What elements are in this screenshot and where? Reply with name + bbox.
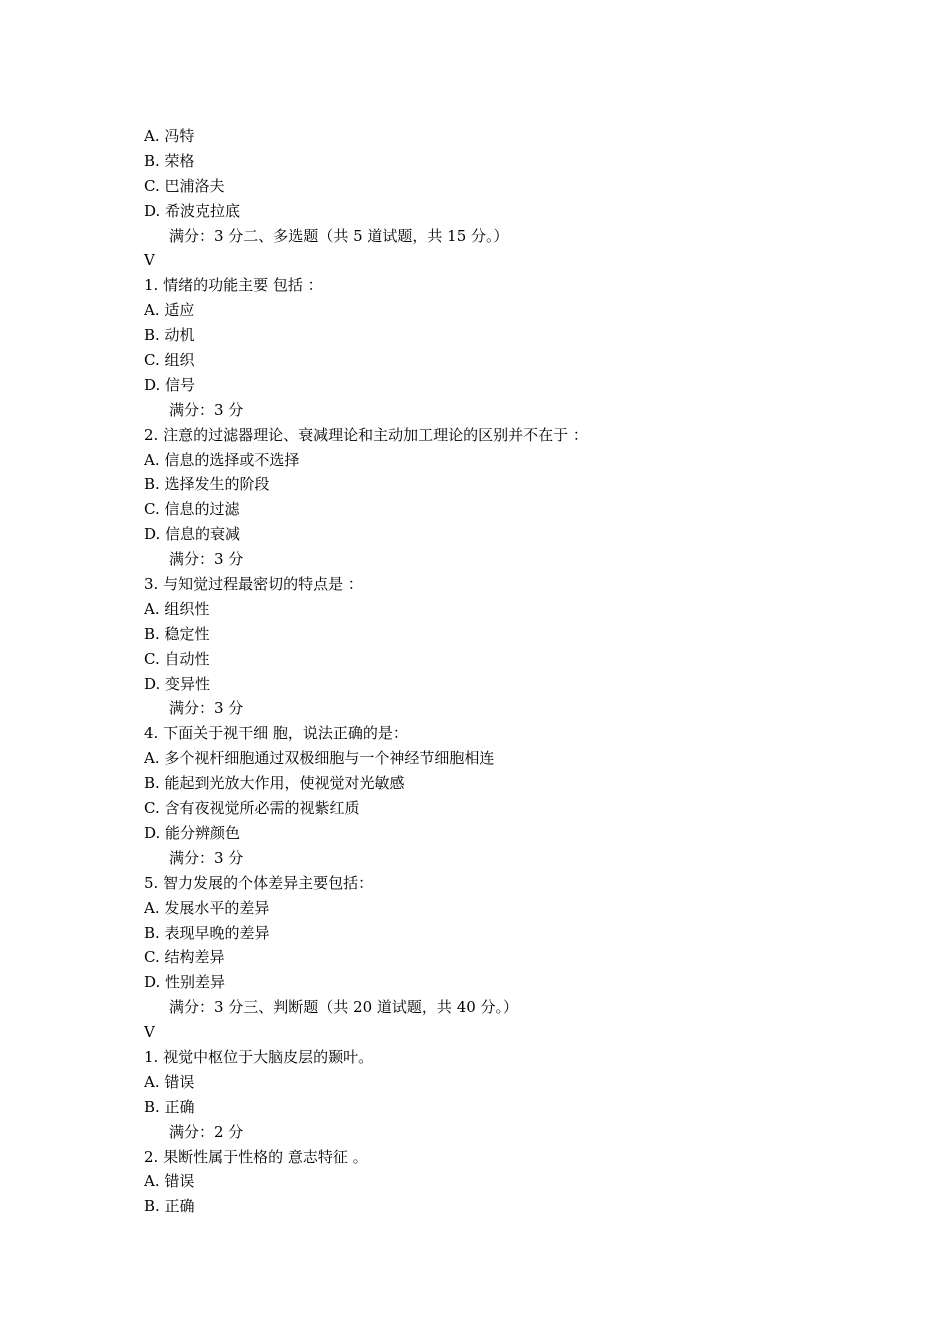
answer-option: B. 动机 xyxy=(144,326,195,345)
answer-option: C. 组织 xyxy=(144,351,195,370)
answer-option: A. 发展水平的差异 xyxy=(144,898,270,917)
answer-option: B. 荣格 xyxy=(144,151,195,170)
answer-option: B. 正确 xyxy=(144,1097,195,1116)
answer-option: D. 性别差异 xyxy=(144,973,226,992)
question-text: 3. 与知觉过程最密切的特点是 ： xyxy=(144,575,363,594)
document-body xyxy=(144,124,844,1219)
question-text: 1. 情绪的功能主要 包括 ： xyxy=(144,276,323,295)
score-line: 满分：3 分二、多选题（共 5 道试题，共 15 分。） xyxy=(169,226,509,245)
question-text: 1. 视觉中枢位于大脑皮层的颞叶。 xyxy=(144,1047,374,1066)
score-line: 满分：3 分 xyxy=(169,550,244,569)
answer-option: B. 选择发生的阶段 xyxy=(144,475,270,494)
answer-option: D. 变异性 xyxy=(144,674,211,693)
answer-option: B. 稳定性 xyxy=(144,624,210,643)
section-mark: V xyxy=(144,251,155,270)
answer-option: D. 希波克拉底 xyxy=(144,201,241,220)
score-line: 满分：3 分 xyxy=(169,699,244,718)
answer-option: B. 能起到光放大作用，使视觉对光敏感 xyxy=(144,774,405,793)
answer-option: C. 自动性 xyxy=(144,649,210,668)
question-text: 4. 下面关于视干细 胞，说法正确的是： xyxy=(144,724,408,743)
answer-option: C. 信息的过滤 xyxy=(144,500,240,519)
answer-option: B. 表现早晚的差异 xyxy=(144,923,270,942)
answer-option: D. 信息的衰减 xyxy=(144,525,241,544)
answer-option: A. 多个视杆细胞通过双极细胞与一个神经节细胞相连 xyxy=(144,749,495,768)
answer-option: D. 能分辨颜色 xyxy=(144,823,241,842)
score-line: 满分：3 分 xyxy=(169,848,244,867)
answer-option: A. 信息的选择或不选择 xyxy=(144,450,300,469)
question-text: 2. 果断性属于性格的 意志特征 。 xyxy=(144,1147,368,1166)
answer-option: B. 正确 xyxy=(144,1197,195,1216)
answer-option: A. 适应 xyxy=(144,301,195,320)
answer-option: D. 信号 xyxy=(144,375,196,394)
answer-option: C. 含有夜视觉所必需的视紫红质 xyxy=(144,799,360,818)
score-line: 满分：3 分三、判断题（共 20 道试题，共 40 分。） xyxy=(169,998,519,1017)
score-line: 满分：2 分 xyxy=(169,1122,244,1141)
answer-option: A. 错误 xyxy=(144,1172,195,1191)
question-text: 2. 注意的过滤器理论、衰减理论和主动加工理论的区别并不在于 ： xyxy=(144,425,588,444)
answer-option: A. 组织性 xyxy=(144,599,210,618)
question-text: 5. 智力发展的个体差异主要包括： xyxy=(144,873,374,892)
score-line: 满分：3 分 xyxy=(169,400,244,419)
answer-option: A. 冯特 xyxy=(144,127,195,145)
answer-option: C. 巴浦洛夫 xyxy=(144,176,225,195)
section-mark: V xyxy=(144,1023,155,1042)
answer-option: A. 错误 xyxy=(144,1072,195,1091)
answer-option: C. 结构差异 xyxy=(144,948,225,967)
